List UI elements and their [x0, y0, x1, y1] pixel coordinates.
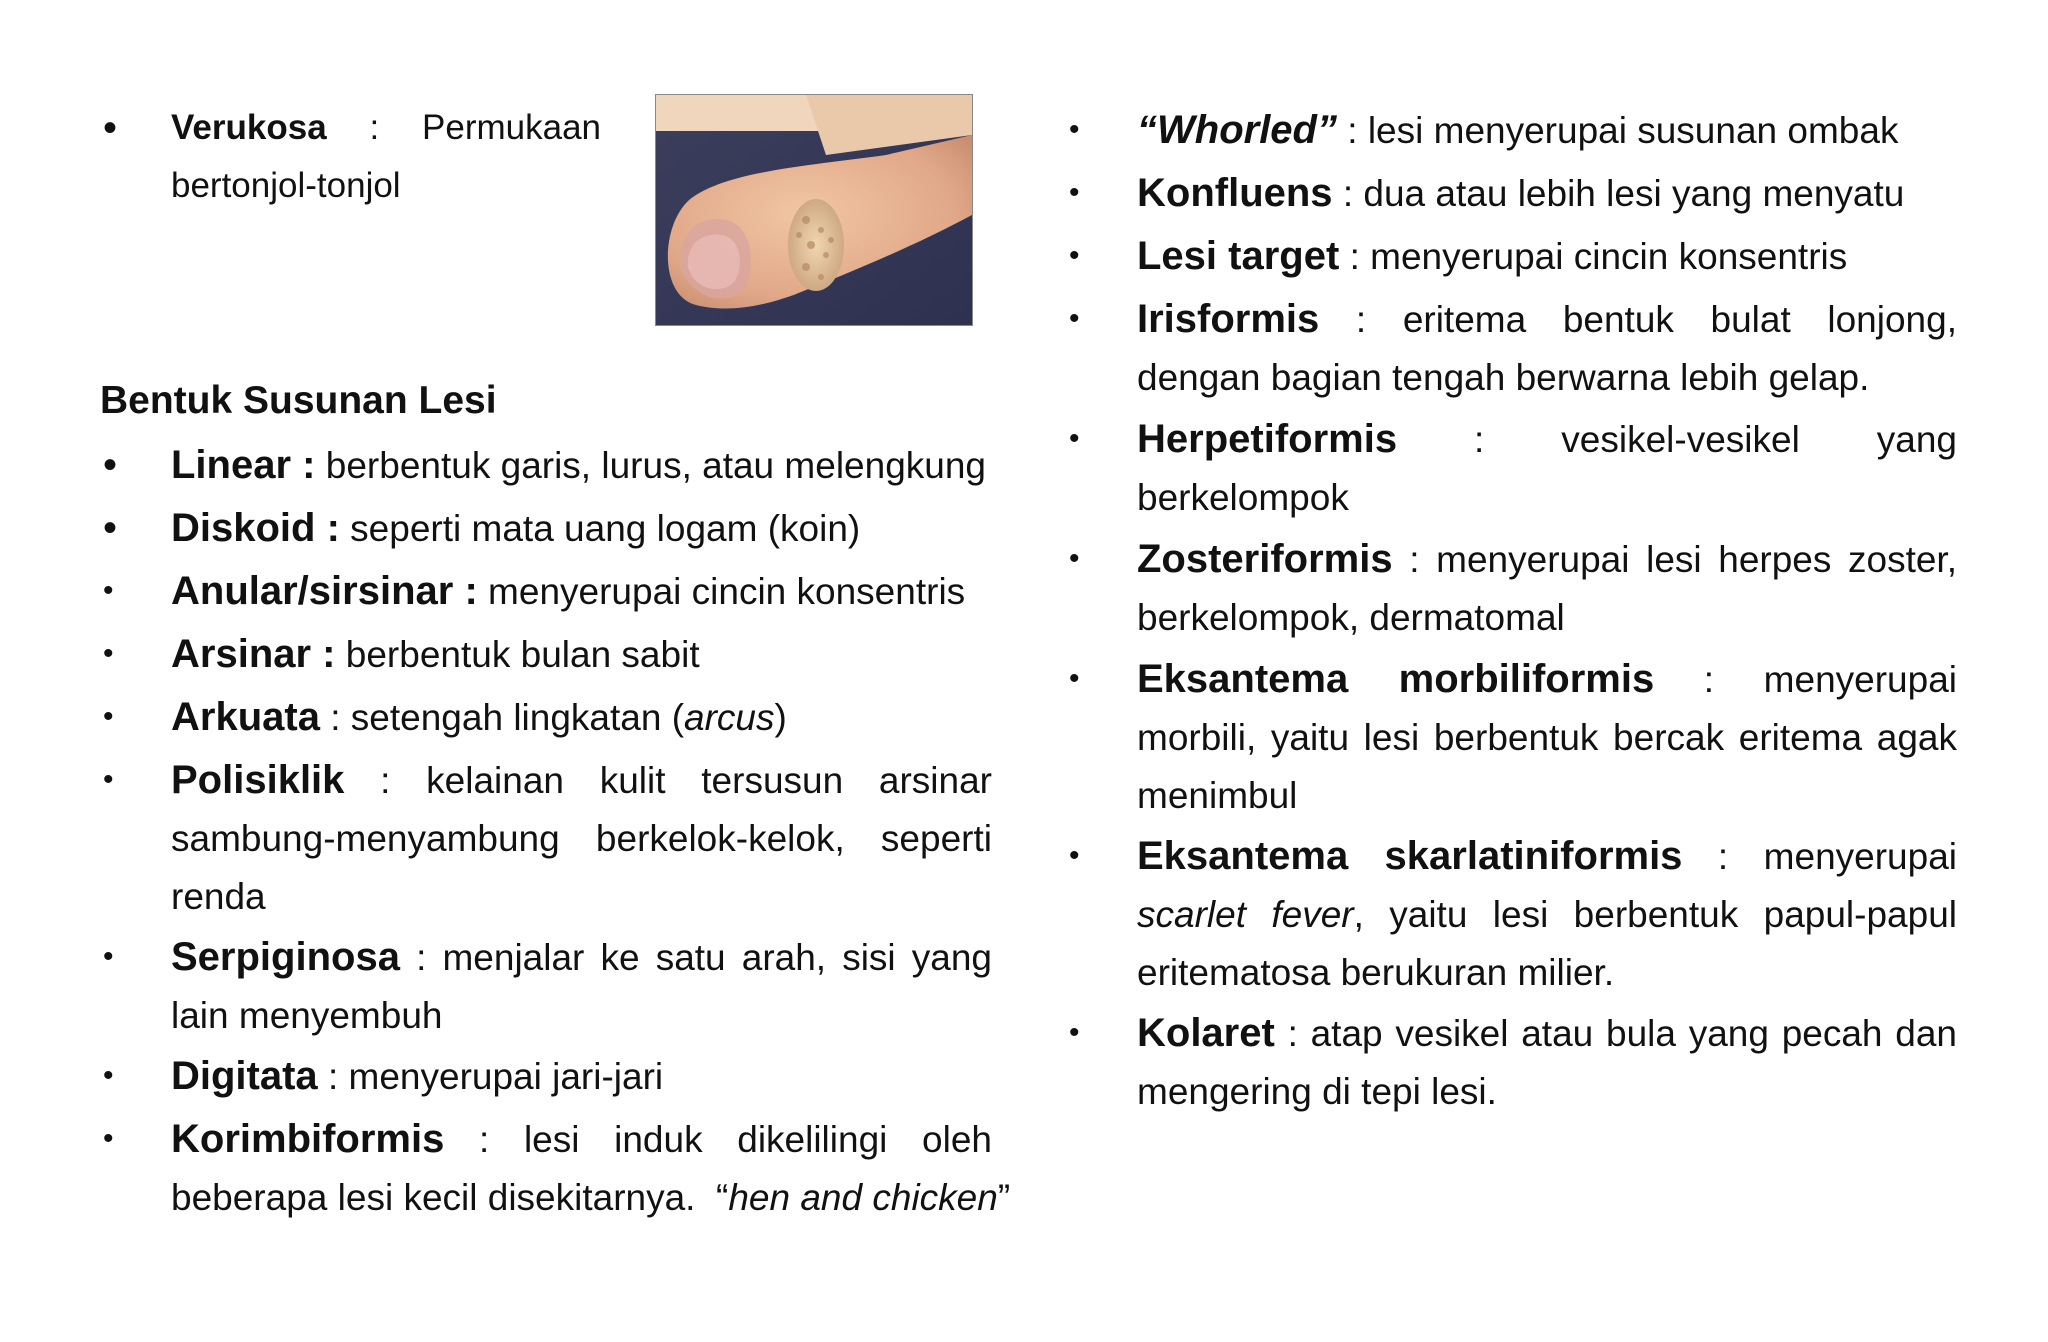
term-label: Verukosa: [171, 108, 327, 147]
description: : atap vesikel atau bula yang pecah dan: [1274, 1013, 1957, 1054]
list-item-eksantema-morbiliformis: [1137, 650, 1957, 825]
term-label: Linear :: [171, 443, 316, 487]
bullet: •: [1069, 839, 1080, 872]
description: berbentuk garis, lurus, atau melengkung: [315, 445, 987, 486]
list-item-whorled: [1137, 101, 1987, 160]
section-heading: Bentuk Susunan Lesi: [100, 379, 497, 422]
separator: :: [369, 108, 380, 147]
term-label: “Whorled”: [1137, 108, 1337, 152]
term-label: Korimbiformis: [171, 1117, 445, 1161]
bullet: •: [1069, 1016, 1080, 1049]
description: : menyerupai lesi herpes zoster,: [1392, 539, 1957, 580]
bullet: •: [1069, 542, 1080, 575]
bullet: •: [103, 106, 118, 150]
description-italic: arcus: [684, 697, 775, 738]
bullet: •: [103, 637, 114, 670]
description-cont: eritematosa berukuran milier.: [1137, 952, 1615, 993]
list-item-kolaret: [1137, 1004, 1957, 1121]
bullet: •: [1069, 176, 1080, 209]
description-cont: beberapa lesi kecil disekitarnya. “: [171, 1177, 729, 1218]
list-item-polisiklik: [171, 751, 992, 926]
description: : menyerupai jari-jari: [317, 1056, 664, 1097]
description: : menyerupai: [1654, 659, 1957, 700]
description-italic: scarlet fever: [1137, 894, 1354, 935]
list-item-zosteriformis: [1137, 530, 1957, 647]
description: : menyerupai: [1682, 836, 1958, 877]
description: seperti mata uang logam (koin): [339, 508, 861, 549]
description: : setengah lingkatan (: [319, 697, 685, 738]
term-label: Digitata: [171, 1054, 318, 1098]
list-item-korimbiformis: [171, 1110, 1011, 1227]
list-item-verukosa: [171, 99, 601, 215]
list-item-arkuata: [171, 688, 1051, 747]
description-cont: menimbul: [1137, 775, 1298, 816]
list-item-arsinar: [171, 625, 1051, 684]
description-cont: berkelompok, dermatomal: [1137, 597, 1565, 638]
term-label: Arsinar :: [171, 632, 336, 676]
term-label: Lesi target: [1137, 234, 1340, 278]
term-label: Anular/sirsinar :: [171, 569, 478, 613]
bullet: •: [1069, 239, 1080, 272]
description: : vesikel-vesikel yang: [1397, 419, 1957, 460]
term-label: Serpiginosa: [171, 935, 400, 979]
term-label: Konfluens: [1137, 171, 1333, 215]
term-label: Eksantema skarlatiniformis: [1137, 834, 1683, 878]
description: : dua atau lebih lesi yang menyatu: [1332, 173, 1905, 214]
description: menyerupai cincin konsentris: [477, 571, 966, 612]
bullet: •: [103, 574, 114, 607]
bullet: •: [103, 763, 114, 796]
term-label: Polisiklik: [171, 758, 345, 802]
description-end: ): [774, 697, 787, 738]
bullet: •: [1069, 662, 1080, 695]
description-end: ”: [997, 1177, 1011, 1218]
description-cont: mengering di tepi lesi.: [1137, 1071, 1497, 1112]
term-label: Kolaret: [1137, 1011, 1275, 1055]
list-item-linear: [171, 436, 1051, 495]
bullet: •: [103, 506, 118, 550]
description-cont: berkelompok: [1137, 477, 1349, 518]
bullet: •: [103, 940, 114, 973]
description-cont: sambung-menyambung berkelok-kelok, seperti: [171, 818, 992, 859]
description-cont: lain menyembuh: [171, 995, 443, 1036]
description-cont: bertonjol-tonjol: [171, 166, 401, 205]
list-item-irisformis: [1137, 290, 1957, 407]
description-cont: morbili, yaitu lesi berbentuk bercak eritema agak: [1137, 717, 1957, 758]
list-item-eksantema-skarlatiniformis: [1137, 827, 1957, 1002]
description: : lesi induk dikelilingi oleh: [444, 1119, 992, 1160]
description: Permukaan: [422, 108, 601, 147]
list-item-serpiginosa: [171, 928, 992, 1045]
description-italic: hen and chicken: [728, 1177, 998, 1218]
description: berbentuk bulan sabit: [335, 634, 700, 675]
term-label: Herpetiformis: [1137, 417, 1398, 461]
bullet: •: [1069, 113, 1080, 146]
bullet: •: [103, 700, 114, 733]
bullet: •: [103, 1059, 114, 1092]
term-label: Diskoid :: [171, 506, 340, 550]
list-item-digitata: [171, 1047, 1051, 1106]
description: : menyerupai cincin konsentris: [1339, 236, 1848, 277]
bullet: •: [103, 443, 118, 487]
list-item-diskoid: [171, 499, 1051, 558]
description-cont: renda: [171, 876, 266, 917]
description: : eritema bentuk bulat lonjong,: [1319, 299, 1957, 340]
list-item-anular: [171, 562, 1051, 621]
term-label: Irisformis: [1137, 297, 1320, 341]
description: : lesi menyerupai susunan ombak: [1336, 110, 1899, 151]
bullet: •: [103, 1122, 114, 1155]
finger-wart-photo: [655, 94, 973, 326]
description-cont: dengan bagian tengah berwarna lebih gelap.: [1137, 357, 1870, 398]
term-label: Eksantema morbiliformis: [1137, 657, 1655, 701]
term-label: Arkuata: [171, 695, 320, 739]
list-item-konfluens: [1137, 164, 1987, 223]
list-item-herpetiformis: [1137, 410, 1957, 527]
description: : menjalar ke satu arah, sisi yang: [399, 937, 992, 978]
bullet: •: [1069, 422, 1080, 455]
list-item-lesi-target: [1137, 227, 1987, 286]
bullet: •: [1069, 302, 1080, 335]
term-label: Zosteriformis: [1137, 537, 1393, 581]
description-cont: , yaitu lesi berbentuk papul-papul: [1353, 894, 1957, 935]
description: : kelainan kulit tersusun arsinar: [344, 760, 992, 801]
